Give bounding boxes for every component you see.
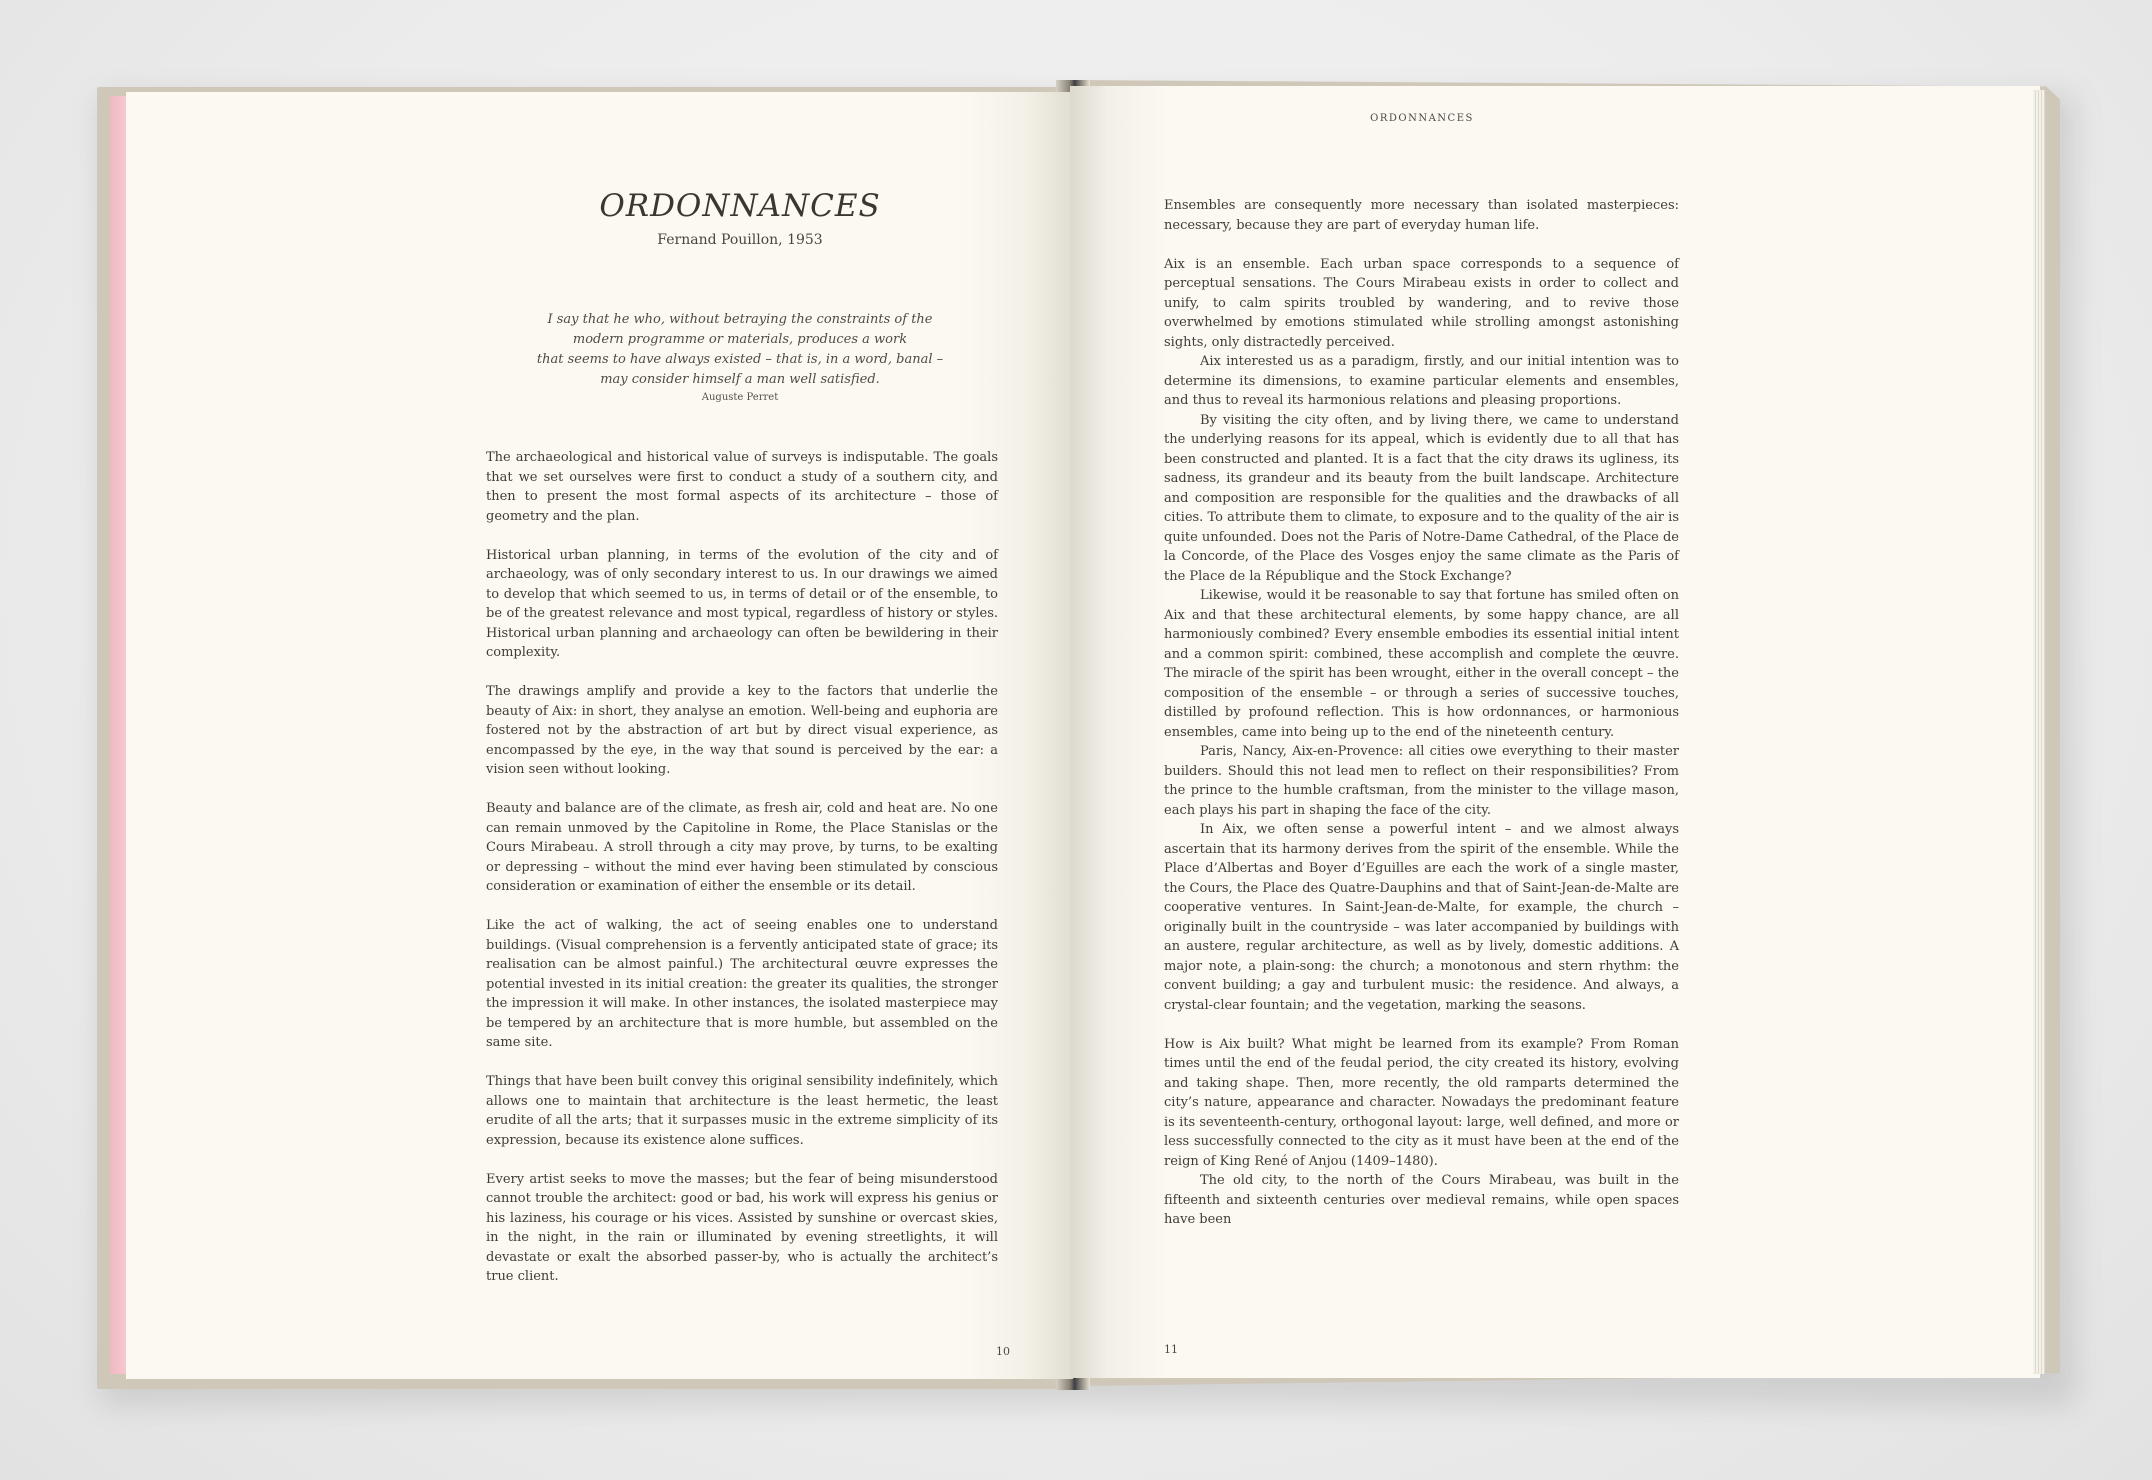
body-paragraph: Things that have been built convey this original sensibility indefinitely, which allows one to maintain that architecture is the least hermetic, the least erudite of all the arts; that it surpasses music in the extreme simplicity of its expression, because its existence alone suffices. <box>486 1074 998 1148</box>
page-number-right: 11 <box>1164 1343 1178 1356</box>
running-head: ORDONNANCES <box>1370 113 1474 124</box>
chapter-title: ORDONNANCES <box>599 188 881 224</box>
right-text-column <box>1164 196 1679 1230</box>
body-paragraph: The drawings amplify and provide a key to the factors that underlie the beauty of Aix: in short, they analyse an emotion. Well-being and euphoria are fostered not by the abstraction of art but by direct visual experience, as encompassed by the eye, in the way that sound is perceived by the ear: a vision seen without looking. <box>486 684 998 777</box>
body-paragraph: Likewise, would it be reasonable to say that fortune has smiled often on Aix and that these architectural elements, by some happy chance, are all harmoniously combined? Every ensemble embodies its essential initial intent and a common spirit: combined, these accomplish and complete the œuvre. The miracle of the spirit has been wrought, either in the overall concept – the composition of the ensemble – or through a series of successive touches, distilled by profound reflection. This is how ordonnances, or harmonious ensembles, came into being up to the end of the nineteenth century. <box>1164 588 1679 740</box>
body-paragraph: How is Aix built? What might be learned from its example? From Roman times until the end of the feudal period, the city created its history, evolving and taking shape. Then, more recently, the old ramparts determined the city’s nature, appearance and character. Nowadays the predominant feature is its seventeenth-century, orthogonal layout: large, well defined, and more or less successfully connected to the city as it must have been at the end of the reign of King René of Anjou (1409–1480). <box>1164 1036 1679 1169</box>
body-paragraph: In Aix, we often sense a powerful intent – and we almost always ascertain that its harmony derives from the spirit of the ensemble. While the Place d’Albertas and Boyer d’Eguilles are each the work of a single master, the Cours, the Place des Quatre-Dauphins and that of Saint-Jean-de-Malte are cooperative ventures. In Saint-Jean-de-Malte, for example, the church – originally built in the countryside – was later accompanied by buildings with an austere, regular architecture, as well as by lively, domestic additions. A major note, a plain-song: the church; a monotonous and stern rhythm: the convent building; a gay and turbulent music: the residence. And always, a crystal-clear fountain; and the vegetation, marking the seasons. <box>1164 822 1679 1013</box>
body-paragraph: The archaeological and historical value of surveys is indisputable. The goals that we set ourselves were first to conduct a study of a southern city, and then to present the most formal aspects of its architecture – those of geometry and the plan. <box>486 450 998 524</box>
page-stack-edge <box>2033 90 2045 1374</box>
body-paragraph: By visiting the city often, and by living there, we came to understand the underlying reasons for its appeal, which is evidently due to all that has been constructed and planted. It is a fact that the city draws its ugliness, its sadness, its grandeur and its beauty from the built landscape. Architecture and composition are responsible for the qualities and the drawbacks of all cities. To attribute them to climate, to exposure and to the quality of the air is quite unfounded. Does not the Paris of Notre-Dame Cathedral, of the Place de la Concorde, of the Place des Vosges enjoy the same climate as the Paris of the Place de la République and the Stock Exchange? <box>1164 412 1679 584</box>
left-text-column <box>486 448 998 1306</box>
chapter-subtitle: Fernand Pouillon, 1953 <box>657 232 823 248</box>
body-paragraph: Historical urban planning, in terms of the evolution of the city and of archaeology, was of only secondary interest to us. In our drawings we aimed to develop that which seemed to us, in terms of detail or of the ensemble, to be of the greatest relevance and most typical, regardless of history or styles. Historical urban planning and archaeology can often be bewildering in their complexity. <box>486 547 998 660</box>
epigraph-line: I say that he who, without betraying the constraints of the <box>547 312 933 327</box>
body-paragraph: Aix is an ensemble. Each urban space corresponds to a sequence of perceptual sensations. The Cours Mirabeau exists in order to collect and unify, to calm spirits troubled by wandering, and to revive those overwhelmed by emotions stimulated while strolling amongst astonishing sights, only distractedly perceived. <box>1164 256 1679 350</box>
body-paragraph: Paris, Nancy, Aix-en-Provence: all cities owe everything to their master builders. Should this not lead men to reflect on their responsibilities? From the prince to the humble craftsman, from the minister to the village mason, each plays his part in shaping the face of the city. <box>1164 744 1679 818</box>
epigraph-line: that seems to have always existed – that is, in a word, banal – <box>536 352 944 367</box>
epigraph <box>480 310 1000 390</box>
page-number-left: 10 <box>996 1345 1010 1358</box>
body-paragraph: Beauty and balance are of the climate, as fresh air, cold and heat are. No one can remain unmoved by the Capitoline in Rome, the Place Stanislas or the Cours Mirabeau. A stroll through a city may prove, by turns, to be exalting or depressing – without the mind ever having been stimulated by conscious consideration or examination of either the ensemble or its detail. <box>486 801 998 894</box>
body-paragraph: Every artist seeks to move the masses; but the fear of being misunderstood cannot trouble the architect: good or bad, his work will express his genius or his laziness, his courage or his vices. Assisted by sunshine or overcast skies, in the night, in the rain or illuminated by evening streetlights, it will devastate or exalt the absorbed passer-by, who is actually the architect’s true client. <box>486 1171 998 1284</box>
body-paragraph: The old city, to the north of the Cours Mirabeau, was built in the fifteenth and sixteenth centuries over medieval remains, while open spaces have been <box>1164 1173 1679 1227</box>
epigraph-line: modern programme or materials, produces a work <box>572 332 908 347</box>
epigraph-line: may consider himself a man well satisfied. <box>600 372 880 387</box>
epigraph-author: Auguste Perret <box>701 392 779 403</box>
body-paragraph: Ensembles are consequently more necessary than isolated masterpieces: necessary, because they are part of everyday human life. <box>1164 198 1679 233</box>
body-paragraph: Aix interested us as a paradigm, firstly, and our initial intention was to determine its dimensions, to examine particular elements and ensembles, and thus to reveal its harmonious relations and pleasing proportions. <box>1164 354 1679 408</box>
body-paragraph: Like the act of walking, the act of seeing enables one to understand buildings. (Visual comprehension is a fervently anticipated state of grace; its realisation can be almost painful.) The architectural œuvre expresses the potential invested in its initial creation: the greater its qualities, the stronger the impression it will make. In other instances, the isolated masterpiece may be tempered by an architecture that is more humble, but assembled on the same site. <box>486 918 998 1050</box>
